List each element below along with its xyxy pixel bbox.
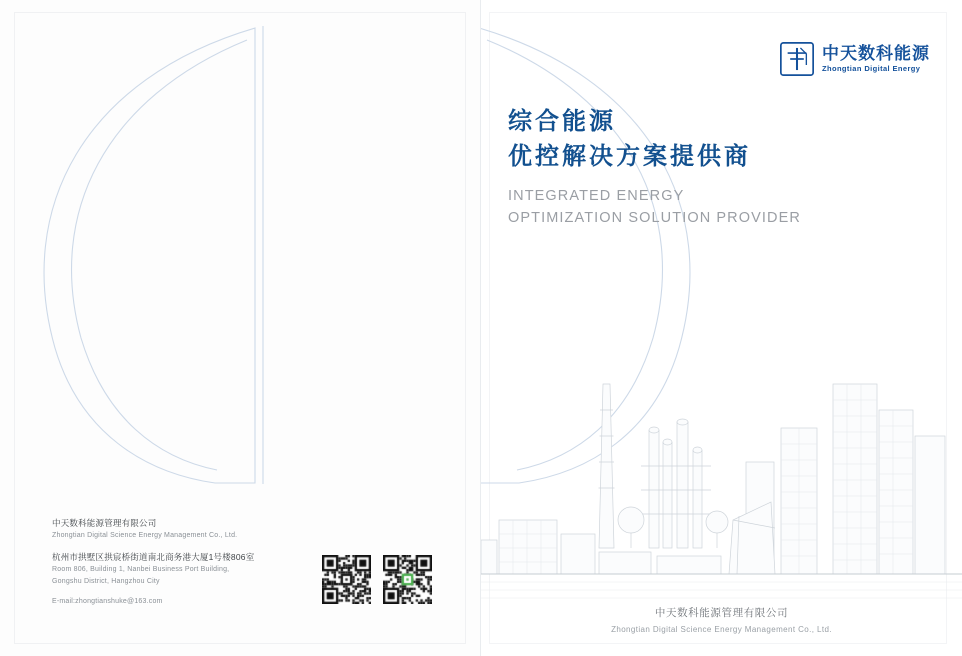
headline-cn-line1: 综合能源	[508, 108, 616, 135]
company-name-en: Zhongtian Digital Science Energy Management Co., Ltd.	[52, 532, 238, 540]
brand-watermark-graphic-right	[481, 18, 801, 488]
front-cover-panel	[481, 0, 962, 656]
cover-caption	[481, 605, 962, 634]
qr-code-wechat-contact[interactable]	[383, 555, 432, 604]
caption-en: Zhongtian Digital Science Energy Management Co., Ltd.	[611, 625, 832, 634]
qr-code-wechat-official[interactable]	[322, 555, 371, 604]
logo	[780, 42, 930, 76]
email-text: E-mail:zhongtianshuke@163.com	[52, 598, 163, 606]
address-block	[52, 551, 302, 588]
company-name-block	[52, 517, 302, 542]
email-block	[52, 596, 302, 608]
logo-text-en: Zhongtian Digital Energy	[822, 64, 921, 74]
zt-monogram-icon	[780, 42, 814, 76]
contact-block	[52, 517, 302, 608]
headline-cn-line2: 优控解决方案提供商	[508, 142, 751, 170]
caption-cn: 中天数科能源管理有限公司	[654, 607, 789, 619]
address-en-line1: Room 806, Building 1, Nanbei Business Port Building,	[52, 566, 230, 574]
headline-en-line2: OPTIMIZATION SOLUTION PROVIDER	[508, 210, 801, 227]
industrial-skyline-illustration	[481, 370, 962, 610]
qr-code-row	[322, 555, 432, 604]
headline-en-line1: INTEGRATED ENERGY	[508, 187, 685, 204]
logo-text-cn: 中天数科能源	[822, 44, 930, 64]
address-cn: 杭州市拱墅区拱宸桥街道南北商务港大厦1号楼806室	[52, 551, 255, 562]
address-en-line2: Gongshu District, Hangzhou City	[52, 577, 160, 585]
cover-headline	[508, 105, 938, 230]
company-name-cn: 中天数科能源管理有限公司	[52, 517, 157, 528]
